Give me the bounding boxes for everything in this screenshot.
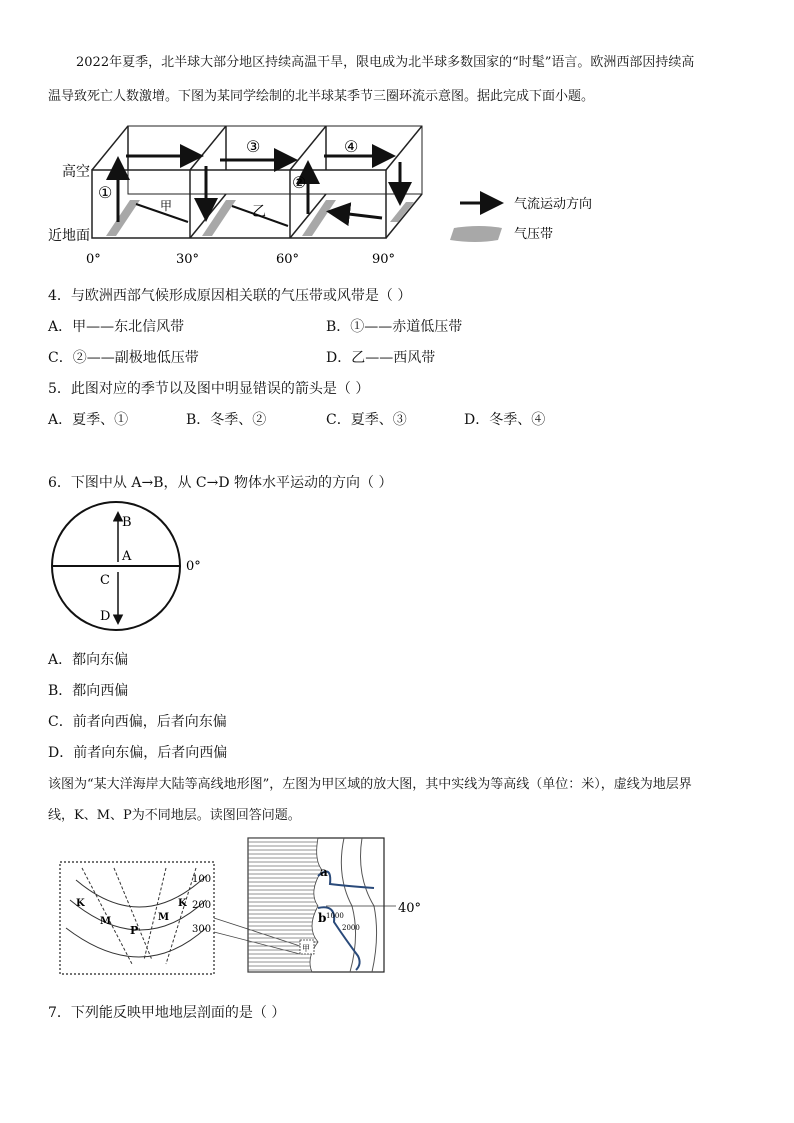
label-high: 高空 [62, 164, 90, 180]
region-label-jia: 甲 [302, 944, 310, 953]
label-b: B [122, 515, 132, 530]
label-equator: 0° [186, 559, 201, 574]
label-d: D [100, 609, 111, 624]
stratum-m-right: M [158, 912, 170, 923]
contour-intro-line-1: 该图为“某大洋海岸大陆等高线地形图”，左图为甲区域的放大图，其中实线为等高线（单位：米），虚线为地层界 [48, 777, 692, 792]
contour-label-200: 200 [192, 900, 212, 911]
enlarged-map [60, 862, 214, 974]
q5-option-d[interactable]: D．冬季、④ [464, 412, 546, 428]
intro-line-1: 2022年夏季，北半球大部分地区持续高温干旱，限电成为北半球多数国家的“时髦”语言。欧洲西部因持续高 [76, 55, 695, 70]
q5-option-b[interactable]: B．冬季、② [186, 412, 267, 428]
stratum-k-right: K [178, 898, 187, 909]
contour-2000 [361, 838, 377, 972]
q5-stem: 5．此图对应的季节以及图中明显错误的箭头是（ ） [48, 381, 370, 397]
label-jia: 甲 [160, 199, 173, 213]
strata-line-left-2 [114, 868, 152, 960]
lat-60: 60° [276, 252, 300, 267]
label-c: C [100, 573, 110, 588]
latitude-label-40: 40° [398, 901, 422, 916]
legend-pressure-icon [450, 226, 502, 242]
mark-4: ④ [344, 137, 359, 156]
q5-option-c[interactable]: C．夏季、③ [326, 412, 407, 428]
river-label-b: b [318, 911, 327, 925]
mark-3: ③ [246, 137, 261, 156]
mark-2: ② [292, 173, 307, 192]
q7-stem: 7．下列能反映甲地地层剖面的是（ ） [48, 1005, 286, 1021]
label-yi: 乙 [252, 204, 266, 220]
intro-line-2: 温导致死亡人数激增。下图为某同学绘制的北半球某季节三圈环流示意图。据此完成下面小题。 [48, 89, 595, 104]
q6-option-c[interactable]: C．前者向西偏，后者向东偏 [48, 714, 227, 730]
q6-option-b[interactable]: B．都向西偏 [48, 683, 129, 699]
contour-label-1000: 1000 [326, 912, 344, 920]
q6-option-a[interactable]: A．都向东偏 [48, 652, 129, 668]
lat-90: 90° [372, 252, 396, 267]
contour-intro-line-2: 线，K、M、P为不同地层。读图回答问题。 [48, 808, 301, 823]
lat-30: 30° [176, 252, 200, 267]
contour-label-100: 100 [192, 874, 212, 885]
arrow-polar-east [332, 212, 382, 218]
contour-label-2000: 2000 [342, 924, 360, 932]
contour-label-300: 300 [192, 924, 212, 935]
q6-option-d[interactable]: D．前者向东偏，后者向西偏 [48, 745, 228, 761]
label-low: 近地面 [48, 228, 90, 244]
q4-option-b[interactable]: B．①——赤道低压带 [326, 319, 463, 335]
contour-1000 [341, 838, 355, 972]
q4-stem: 4．与欧洲西部气候形成原因相关联的气压带或风带是（ ） [48, 288, 412, 304]
label-a: A [122, 549, 132, 564]
river-label-a: a [320, 865, 328, 879]
q4-option-d[interactable]: D．乙——西风带 [326, 350, 436, 366]
mark-1: ① [98, 183, 113, 202]
q4-option-a[interactable]: A．甲——东北信风带 [48, 319, 185, 335]
lat-0: 0° [86, 252, 101, 267]
q4-option-c[interactable]: C．②——副极地低压带 [48, 350, 199, 366]
legend-airflow: 气流运动方向 [514, 197, 593, 212]
circulation-diagram [40, 118, 620, 268]
contour-maps [56, 836, 426, 978]
stratum-p: P [130, 924, 139, 937]
stratum-k-left: K [76, 898, 85, 909]
q5-option-a[interactable]: A．夏季、① [48, 412, 129, 428]
legend-pressure: 气压带 [514, 227, 554, 242]
circle-diagram [46, 500, 216, 634]
q6-stem: 6．下图中从 A→B，从 C→D 物体水平运动的方向（ ） [48, 475, 393, 491]
overview-map [248, 838, 421, 972]
stratum-m-left: M [100, 916, 112, 927]
